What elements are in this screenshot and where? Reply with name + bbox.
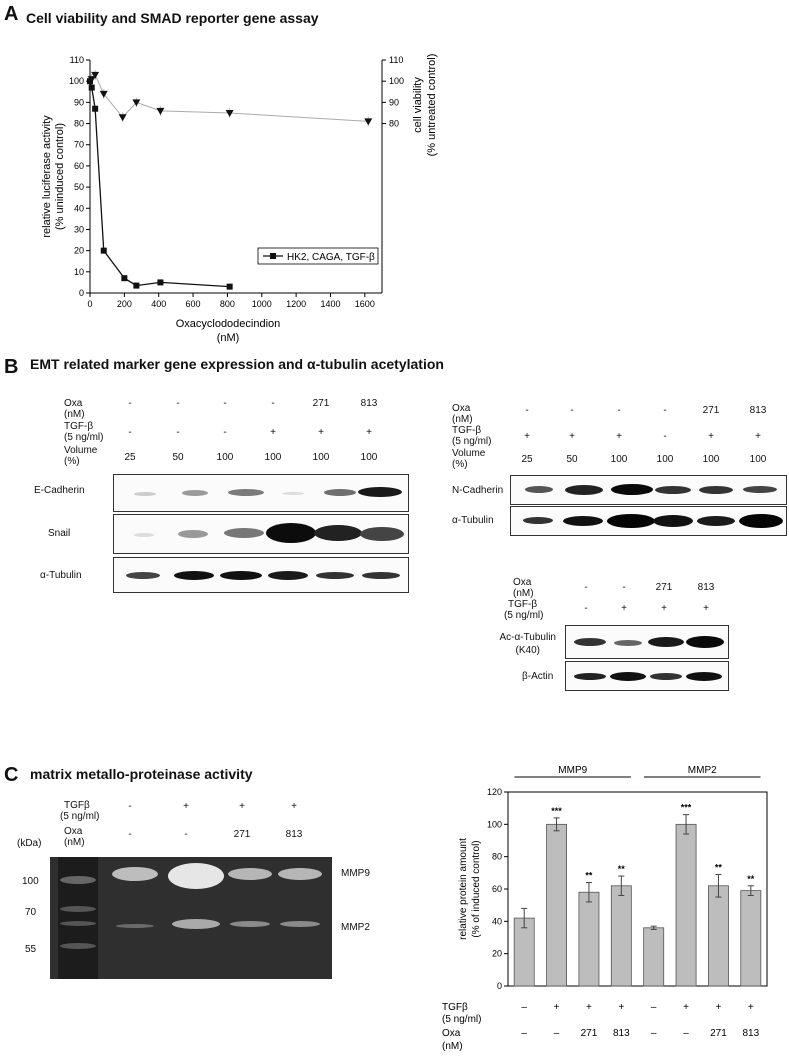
- mmp9-group-label: MMP9: [558, 765, 588, 776]
- tgf-row-label-unit: (5 ng/ml): [442, 1014, 482, 1025]
- y2-tick-label: 100: [389, 76, 405, 87]
- legend-marker: [270, 253, 276, 259]
- marker-100: 100: [22, 876, 39, 887]
- oxa-label-acetyl: Oxa: [513, 577, 532, 588]
- tgf-value: -: [584, 603, 588, 614]
- tgf-value: +: [586, 1002, 592, 1013]
- y-axis-label: relative protein amount: [458, 838, 469, 940]
- oxa-value: -: [184, 829, 188, 840]
- oxa-row-label-unit: (nM): [442, 1041, 463, 1052]
- significance-label: **: [747, 873, 755, 884]
- volume-label-right: Volume: [452, 448, 486, 459]
- tgf-label-right: TGF-β: [452, 425, 482, 436]
- volume-value: 50: [566, 454, 578, 465]
- e-cadherin-label: E-Cadherin: [34, 485, 85, 496]
- protein-amount-bar-chart: [440, 760, 789, 1060]
- panel-a-title: Cell viability and SMAD reporter gene assay: [26, 10, 319, 26]
- oxa-value: -: [525, 405, 529, 416]
- n-cadherin-label: N-Cadherin: [452, 485, 504, 496]
- tgf-value: -: [223, 427, 227, 438]
- oxa-value: 271: [580, 1028, 598, 1039]
- tgf-label: TGF-β: [64, 421, 94, 432]
- beta-actin-blot: [565, 661, 729, 691]
- zymo-nm-label: (nM): [64, 837, 85, 848]
- snail-label: Snail: [48, 528, 71, 539]
- y-tick-label: 20: [491, 948, 502, 959]
- tgf-value: -: [128, 427, 132, 438]
- y-axis-label: relative luciferase activity: [41, 115, 53, 238]
- oxa-value: -: [176, 398, 180, 409]
- oxa-value: 813: [697, 582, 715, 593]
- tgf-value: -: [176, 427, 180, 438]
- oxa-value: -: [128, 398, 132, 409]
- oxa-value: -: [271, 398, 275, 409]
- tgf-value: +: [703, 603, 709, 614]
- tgf-value: -: [128, 801, 132, 812]
- n-cadherin-blot: [510, 475, 787, 505]
- x-tick-label: 800: [219, 299, 235, 309]
- tgf-value: +: [616, 431, 622, 442]
- marker-70: 70: [25, 907, 37, 918]
- y-tick-label: 90: [73, 97, 84, 108]
- legend-label: HK2, CAGA, TGF-β: [287, 252, 375, 263]
- x-axis-label: Oxacyclododecindion: [175, 318, 281, 330]
- snail-blot: [113, 514, 409, 554]
- tubulin-right-blot: [510, 506, 787, 536]
- panel-c-title: matrix metallo-proteinase activity: [30, 766, 253, 782]
- tgf-value: +: [683, 1002, 689, 1013]
- oxa-value: –: [683, 1028, 689, 1039]
- y2-axis-label-unit: (% untreated control): [426, 53, 438, 157]
- tgf-value: +: [524, 431, 530, 442]
- k40-label: (K40): [515, 645, 540, 656]
- y-tick-label: 40: [491, 916, 502, 927]
- oxa-value: -: [584, 582, 588, 593]
- y-tick-label: 120: [486, 787, 502, 797]
- panel-a-letter: A: [4, 3, 19, 25]
- luciferase-point: [121, 275, 127, 281]
- y-tick-label: 80: [491, 851, 502, 862]
- oxa-value: -: [128, 829, 132, 840]
- y-tick-label: 80: [73, 118, 84, 129]
- bar: [676, 824, 696, 986]
- tgf-value: +: [661, 603, 667, 614]
- oxa-value: -: [617, 405, 621, 416]
- y-tick-label: 100: [486, 819, 502, 830]
- tgf-value: +: [366, 427, 372, 438]
- mmp9-label: MMP9: [341, 868, 370, 879]
- tgf-value: +: [747, 1002, 754, 1013]
- luciferase-viability-chart: [0, 40, 470, 350]
- tgf-value: +: [270, 427, 276, 438]
- luciferase-point: [101, 248, 107, 254]
- y2-axis-label: cell viability: [412, 77, 424, 133]
- tgf-value: +: [239, 801, 245, 812]
- tgf-value: +: [318, 427, 324, 438]
- zymo-oxa-label: Oxa: [64, 826, 83, 837]
- y-tick-label: 40: [73, 203, 84, 214]
- volume-value: 100: [610, 454, 628, 465]
- tgf-value: +: [553, 1002, 560, 1013]
- significance-label: ***: [551, 805, 562, 816]
- tgf-conc-label-right: (5 ng/ml): [452, 436, 492, 447]
- tgf-value: –: [521, 1002, 527, 1013]
- oxa-value: -: [570, 405, 574, 416]
- oxa-value: –: [650, 1028, 657, 1039]
- significance-label: **: [714, 862, 722, 873]
- tgf-conc-label-acetyl: (5 ng/ml): [504, 610, 544, 621]
- volume-value: 100: [264, 452, 282, 463]
- oxa-value: 813: [742, 1028, 760, 1039]
- panel-c-letter: C: [4, 764, 19, 786]
- tgf-value: -: [663, 431, 667, 442]
- oxa-value: 271: [233, 829, 251, 840]
- luciferase-point: [92, 106, 98, 112]
- tgf-value: +: [618, 1002, 625, 1013]
- volume-unit-label: (%): [64, 456, 80, 467]
- bar: [644, 928, 664, 986]
- x-tick-label: 1000: [251, 299, 272, 309]
- luciferase-point: [87, 78, 93, 84]
- viability-point: [364, 118, 372, 125]
- volume-label: Volume: [64, 445, 98, 456]
- marker-55: 55: [25, 944, 37, 955]
- significance-label: **: [617, 864, 625, 875]
- luciferase-point: [89, 85, 95, 91]
- tubulin-right-label: α-Tubulin: [452, 515, 494, 526]
- tgf-value: +: [569, 431, 575, 442]
- volume-value: 50: [172, 452, 184, 463]
- y-tick-label: 30: [73, 224, 84, 235]
- x-tick-label: 1400: [320, 299, 341, 309]
- x-tick-label: 1600: [354, 299, 375, 309]
- bar: [708, 886, 728, 986]
- x-axis-label-unit: (nM): [216, 332, 240, 344]
- x-tick-label: 1200: [286, 299, 307, 309]
- tgf-row-label: TGFβ: [442, 1002, 468, 1013]
- y-tick-label: 100: [68, 76, 84, 87]
- oxa-value: 813: [360, 398, 378, 409]
- e-cadherin-blot: [113, 474, 409, 512]
- luciferase-point: [133, 283, 139, 289]
- y-axis-label-unit: (% uninduced control): [54, 122, 66, 231]
- y-tick-label: 0: [78, 288, 84, 298]
- oxa-value: 813: [749, 405, 767, 416]
- y2-tick-label: 80: [389, 118, 400, 129]
- bar: [611, 886, 631, 986]
- oxa-value: 271: [710, 1028, 727, 1039]
- y-tick-label: 0: [496, 981, 502, 991]
- ac-tubulin-blot: [565, 625, 729, 659]
- y-tick-label: 110: [69, 55, 84, 65]
- volume-value: 100: [702, 454, 720, 465]
- ac-tubulin-label: Ac-α-Tubulin: [499, 632, 556, 643]
- chart-legend: [258, 248, 378, 264]
- y-tick-label: 70: [73, 139, 84, 150]
- zymogram-gel: [50, 857, 332, 979]
- volume-value: 100: [216, 452, 234, 463]
- y-tick-label: 10: [73, 266, 84, 277]
- bar: [741, 891, 761, 986]
- oxa-value: 271: [655, 582, 673, 593]
- y2-tick-label: 90: [389, 97, 400, 108]
- mmp2-group-label: MMP2: [687, 765, 717, 776]
- oxa-value: 271: [702, 405, 720, 416]
- tgf-value: +: [291, 801, 297, 812]
- tgf-value: +: [715, 1002, 722, 1013]
- tubulin-left-label: α-Tubulin: [40, 570, 82, 581]
- luciferase-point: [227, 284, 233, 290]
- luciferase-point: [157, 279, 163, 285]
- volume-value: 100: [312, 452, 330, 463]
- kda-label: (kDa): [17, 838, 42, 849]
- y-tick-label: 60: [73, 160, 84, 171]
- tgf-value: –: [650, 1002, 657, 1013]
- y-tick-label: 50: [73, 182, 84, 193]
- y-tick-label: 60: [491, 884, 502, 894]
- x-tick-label: 400: [151, 299, 167, 309]
- y-axis-label-unit: (% of induced control): [471, 840, 482, 938]
- volume-value: 25: [124, 452, 136, 463]
- tgf-value: +: [621, 603, 627, 614]
- viability-point: [119, 114, 127, 121]
- nm-label-acetyl: (nM): [513, 588, 534, 599]
- volume-value: 100: [749, 454, 767, 465]
- oxa-value: –: [521, 1028, 527, 1039]
- oxa-value: -: [663, 405, 667, 416]
- tgf-value: +: [755, 431, 761, 442]
- oxa-value: -: [223, 398, 227, 409]
- nm-label-right: (nM): [452, 414, 473, 425]
- bar: [547, 824, 567, 986]
- panel-b-letter: B: [4, 356, 19, 378]
- mmp2-label: MMP2: [341, 922, 370, 933]
- volume-unit-label-right: (%): [452, 459, 468, 470]
- x-tick-label: 600: [185, 299, 201, 309]
- tgf-value: +: [183, 801, 189, 812]
- tgf-conc-label: (5 ng/ml): [64, 432, 104, 443]
- tubulin-left-blot: [113, 557, 409, 593]
- beta-actin-label: β-Actin: [522, 671, 554, 682]
- tgf-value: +: [708, 431, 714, 442]
- volume-value: 25: [521, 454, 533, 465]
- oxa-value: 271: [312, 398, 330, 409]
- oxa-value: 813: [612, 1028, 630, 1039]
- oxa-label: Oxa: [64, 398, 83, 409]
- significance-label: ***: [680, 802, 692, 813]
- oxa-value: -: [622, 582, 626, 593]
- x-tick-label: 0: [87, 299, 93, 309]
- bar: [579, 892, 599, 986]
- oxa-value: –: [553, 1028, 560, 1039]
- y-tick-label: 20: [73, 245, 84, 256]
- tgf-label-acetyl: TGF-β: [508, 599, 538, 610]
- nm-label: (nM): [64, 409, 85, 420]
- volume-value: 100: [656, 454, 674, 465]
- y2-tick-label: 110: [389, 55, 404, 65]
- oxa-label-right: Oxa: [452, 403, 471, 414]
- oxa-row-label: Oxa: [442, 1028, 461, 1039]
- panel-b-title: EMT related marker gene expression and α-tubulin acetylation: [30, 356, 444, 372]
- zymo-tgf-conc-label: (5 ng/ml): [60, 811, 100, 822]
- oxa-value: 813: [285, 829, 303, 840]
- volume-value: 100: [360, 452, 378, 463]
- x-tick-label: 200: [116, 299, 132, 309]
- significance-label: **: [585, 870, 593, 881]
- zymo-tgf-label: TGFβ: [64, 800, 90, 811]
